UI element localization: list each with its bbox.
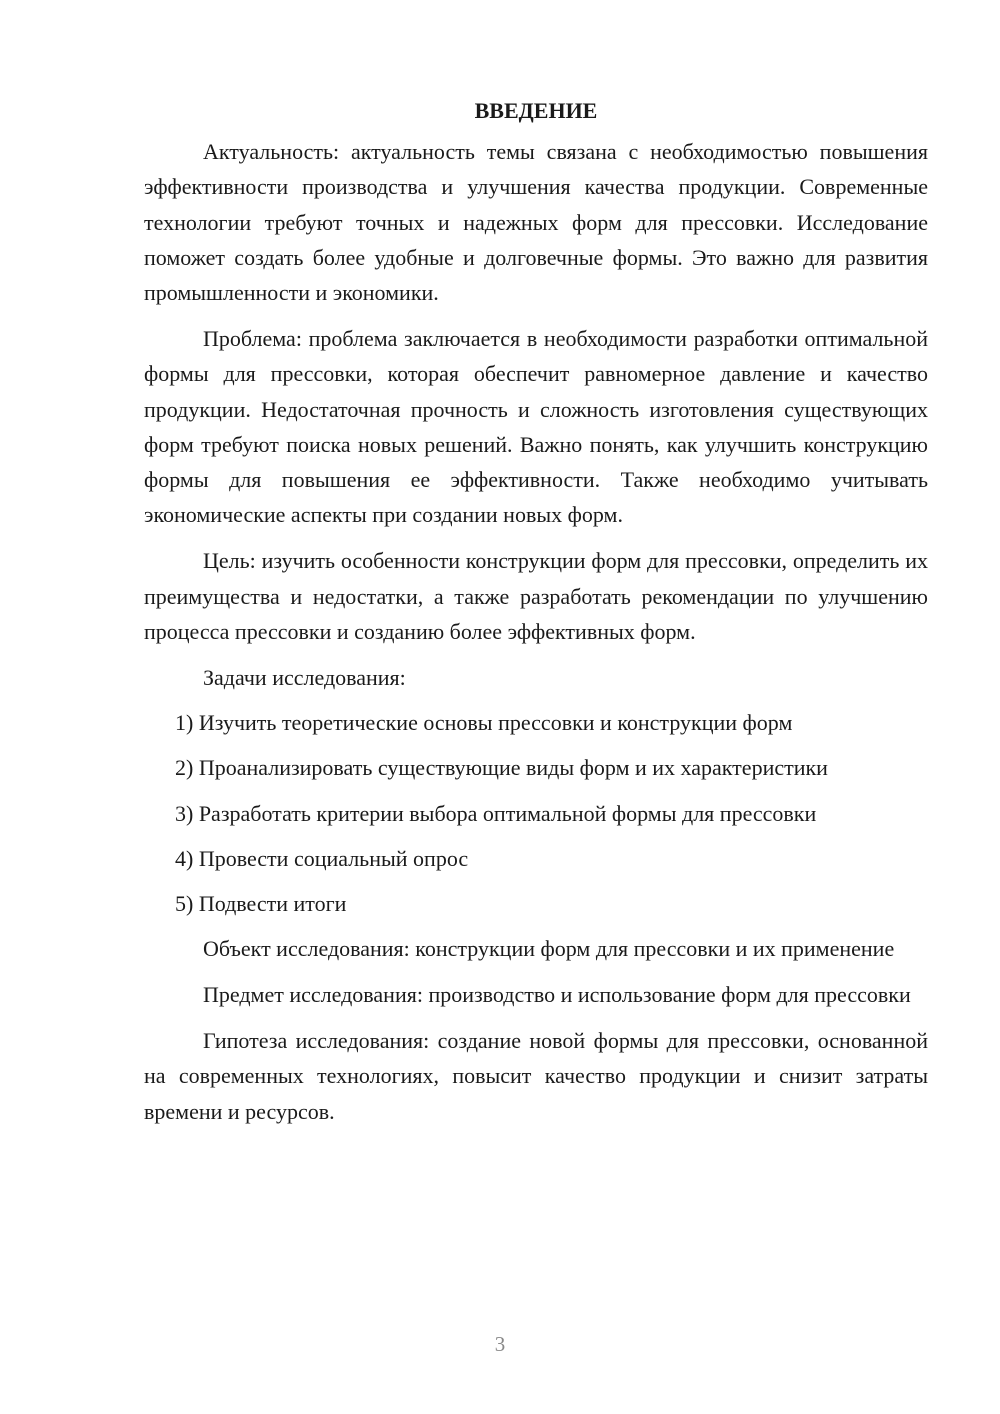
list-item: 2) Проанализировать существующие виды форм и их характеристики: [175, 755, 828, 781]
relevance-paragraph: Актуальность: актуальность темы связана с необходимостью повышения эффективности производства и улучшения качества продукции. Современные технологии требуют точных и надежных форм для прессовки. Исследование поможет создать более удобные и долговечные формы. Это важно для развития промышленности и экономики.: [144, 139, 928, 306]
tasks-list: [144, 705, 928, 921]
list-item: 3) Разработать критерии выбора оптимальной формы для прессовки: [175, 800, 817, 826]
tasks-heading: Задачи исследования:: [203, 664, 406, 690]
goal-paragraph: Цель: изучить особенности конструкции форм для прессовки, определить их преимущества и недостатки, а также разработать рекомендации по улучшению процесса прессовки и созданию более эффективных форм.: [144, 548, 928, 644]
list-item: 5) Подвести итоги: [175, 891, 347, 917]
problem-paragraph: Проблема: проблема заключается в необходимости разработки оптимальной формы для прессовки, которая обеспечит равномерное давление и качество продукции. Недостаточная прочность и сложность изготовления существующих форм требуют поиска новых решений. Важно понять, как улучшить конструкцию формы для повышения ее эффективности. Также необходимо учитывать экономические аспекты при создании новых форм.: [144, 325, 928, 528]
document-page: [144, 92, 928, 1139]
hypothesis-paragraph: Гипотеза исследования: создание новой формы для прессовки, основанной на современных технологиях, повысит качество продукции и снизит затраты времени и ресурсов.: [144, 1028, 928, 1124]
subject-paragraph: Предмет исследования: производство и использование форм для прессовки: [203, 982, 911, 1008]
page-number: 3: [494, 1332, 506, 1356]
object-paragraph: Объект исследования: конструкции форм для прессовки и их применение: [203, 936, 895, 962]
page-title: ВВЕДЕНИЕ: [474, 98, 598, 123]
list-item: 1) Изучить теоретические основы прессовки и конструкции форм: [175, 709, 793, 735]
list-item: 4) Провести социальный опрос: [175, 845, 469, 871]
